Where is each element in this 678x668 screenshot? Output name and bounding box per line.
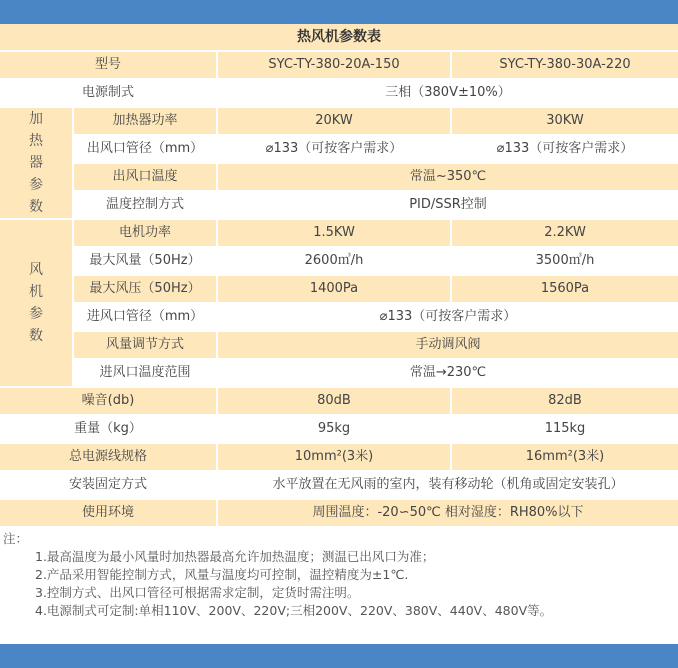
row-value-model-1: 2600㎥/h <box>218 248 450 274</box>
note-item: 3.控制方式、出风口管径可根据需求定制，定货时需注明。 <box>35 585 360 600</box>
row-value-model-2: 1560Pa <box>452 276 678 302</box>
row-value-model-2: ⌀133（可按客户需求） <box>452 136 678 162</box>
table-row <box>0 164 678 192</box>
row-label: 电机功率 <box>74 220 216 246</box>
row-label: 使用环境 <box>0 500 216 526</box>
table-row <box>0 80 678 108</box>
row-value-model-1: 1400Pa <box>218 276 450 302</box>
row-value-model-2: 30KW <box>452 108 678 134</box>
row-value-merged: 周围温度：-20∽50℃ 相对湿度：RH80%以下 <box>218 500 678 526</box>
row-label: 最大风量（50Hz） <box>74 248 216 274</box>
table-row <box>0 332 678 360</box>
row-value-model-2: SYC-TY-380-30A-220 <box>452 52 678 78</box>
row-value-merged: 常温~350℃ <box>218 164 678 190</box>
row-label: 进风口管径（mm） <box>74 304 216 330</box>
table-row <box>0 304 678 332</box>
row-value-model-1: 10mm²(3米) <box>218 444 450 470</box>
row-label: 总电源线规格 <box>0 444 216 470</box>
row-label: 加热器功率 <box>74 108 216 134</box>
table-row <box>0 52 678 80</box>
row-value-model-1: SYC-TY-380-20A-150 <box>218 52 450 78</box>
table-title: 热风机参数表 <box>0 24 678 50</box>
group-label-heater-text: 加 热 器 参 数 <box>29 111 43 215</box>
note-item: 2.产品采用智能控制方式，风量与温度均可控制，温控精度为±1℃. <box>35 567 409 582</box>
row-label: 风量调节方式 <box>74 332 216 358</box>
row-value-model-2: 115kg <box>452 416 678 442</box>
table-row <box>0 276 678 304</box>
notes-label: 注： <box>3 531 29 546</box>
table-row <box>0 500 678 528</box>
parameter-table <box>0 24 678 528</box>
table-row <box>0 136 678 164</box>
row-label: 型号 <box>0 52 216 78</box>
row-label: 进风口温度范围 <box>74 360 216 386</box>
notes-section <box>3 530 552 620</box>
table-row <box>0 472 678 500</box>
row-label: 噪音(db) <box>0 388 216 414</box>
row-value-model-2: 16mm²(3米) <box>452 444 678 470</box>
row-label: 安装固定方式 <box>0 472 216 498</box>
row-value-model-1: 95kg <box>218 416 450 442</box>
table-row <box>0 108 678 136</box>
row-value-merged: 三相（380V±10%） <box>218 80 678 106</box>
row-label: 出风口温度 <box>74 164 216 190</box>
notes-list <box>3 548 552 620</box>
top-band <box>0 0 678 24</box>
row-value-merged: PID/SSR控制 <box>218 192 678 218</box>
row-label: 温度控制方式 <box>74 192 216 218</box>
table-row <box>0 388 678 416</box>
row-value-model-2: 2.2KW <box>452 220 678 246</box>
group-label-fan <box>0 220 72 386</box>
row-value-merged: ⌀133（可按客户需求） <box>218 304 678 330</box>
group-label-heater <box>0 108 72 218</box>
table-title-row <box>0 24 678 52</box>
note-item: 4.电源制式可定制:单相110V、200V、220V;三相200V、220V、380V、440V、480V等。 <box>35 603 553 618</box>
group-label-fan-text: 风 机 参 数 <box>29 262 43 344</box>
table-row <box>0 416 678 444</box>
table-row <box>0 192 678 220</box>
row-value-merged: 水平放置在无风雨的室内，装有移动轮（机角或固定安装孔） <box>218 472 678 498</box>
row-label: 重量（kg） <box>0 416 216 442</box>
row-value-model-1: 20KW <box>218 108 450 134</box>
note-item: 1.最高温度为最小风量时加热器最高允许加热温度；测温已出风口为准； <box>35 549 435 564</box>
row-label: 最大风压（50Hz） <box>74 276 216 302</box>
row-value-model-2: 3500㎥/h <box>452 248 678 274</box>
row-value-merged: 手动调风阀 <box>218 332 678 358</box>
row-value-model-2: 82dB <box>452 388 678 414</box>
row-value-model-1: 1.5KW <box>218 220 450 246</box>
row-value-model-1: ⌀133（可按客户需求） <box>218 136 450 162</box>
table-row <box>0 248 678 276</box>
row-value-model-1: 80dB <box>218 388 450 414</box>
bottom-band <box>0 644 678 668</box>
row-label: 出风口管径（mm） <box>74 136 216 162</box>
table-row <box>0 360 678 388</box>
table-row <box>0 444 678 472</box>
row-label: 电源制式 <box>0 80 216 106</box>
row-value-merged: 常温→230℃ <box>218 360 678 386</box>
table-row <box>0 220 678 248</box>
